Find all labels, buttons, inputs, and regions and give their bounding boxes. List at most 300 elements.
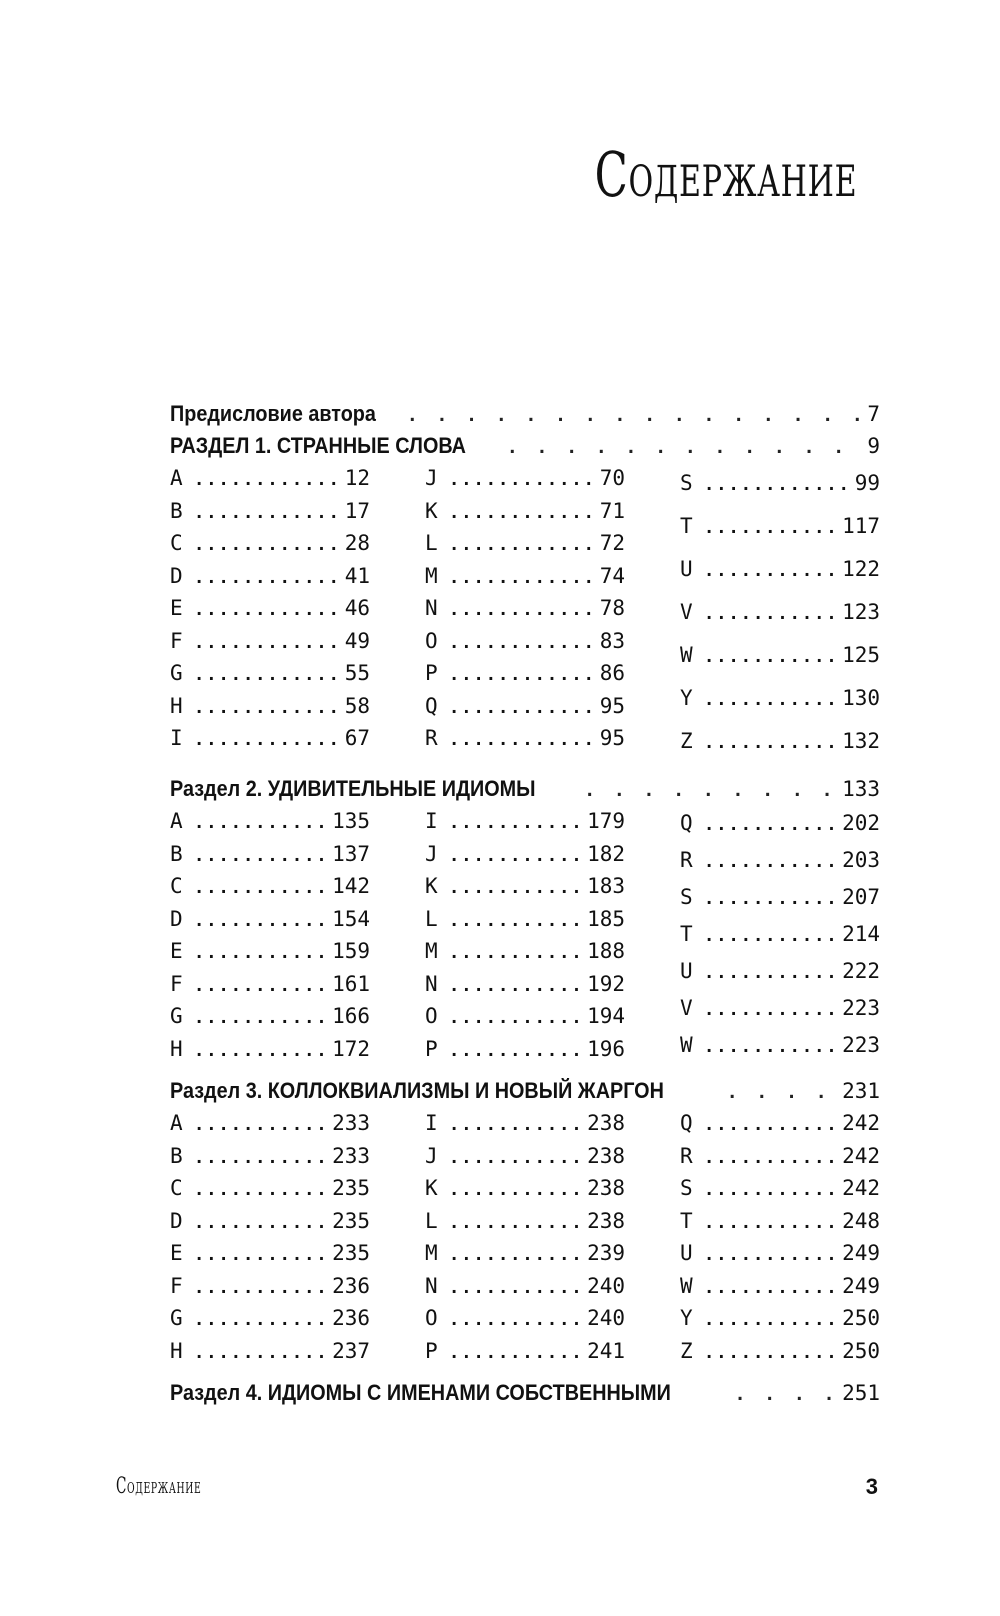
index-entry[interactable]	[170, 1335, 370, 1368]
entry-page: 222	[842, 959, 880, 983]
leader-dots	[704, 679, 838, 722]
entry-page: 236	[332, 1273, 370, 1298]
index-entry[interactable]	[425, 935, 625, 968]
leader-dots	[194, 1035, 328, 1068]
entry-letter: T	[680, 514, 693, 538]
index-entry[interactable]	[170, 625, 370, 658]
index-entry[interactable]	[425, 527, 625, 560]
index-entry[interactable]	[680, 677, 880, 720]
section-title: Раздел 3. КОЛЛОКВИАЛИЗМЫ И НОВЫЙ ЖАРГОН	[170, 1078, 664, 1103]
leader-dots	[704, 881, 838, 918]
entry-page: 154	[332, 906, 370, 931]
entry-letter: W	[680, 643, 693, 667]
section-title: РАЗДЕЛ 1. СТРАННЫЕ СЛОВА	[170, 433, 466, 458]
index-entry[interactable]	[680, 1107, 880, 1140]
entry-page: 240	[587, 1306, 625, 1330]
entry-letter: S	[680, 1176, 693, 1200]
entry-page: 99	[854, 471, 880, 495]
entry-letter: M	[425, 563, 438, 588]
entry-page: 196	[587, 1036, 625, 1061]
entry-page: 223	[842, 996, 880, 1020]
entry-page: 248	[842, 1208, 880, 1233]
entry-page: 250	[842, 1338, 880, 1363]
index-entry[interactable]	[170, 1302, 370, 1335]
leader-dots	[704, 1304, 838, 1337]
leader-dots	[449, 905, 583, 938]
leader-dots	[704, 464, 851, 507]
index-entry[interactable]	[425, 625, 625, 658]
entry-page: 132	[842, 729, 880, 753]
entry-page: 12	[344, 466, 370, 490]
toc-section-heading[interactable]	[170, 773, 880, 805]
running-head: Содержание	[116, 1474, 202, 1499]
index-entry[interactable]	[425, 903, 625, 936]
index-entry[interactable]	[170, 462, 370, 495]
entry-letter: U	[680, 959, 693, 983]
entry-page: 238	[587, 1111, 625, 1135]
leader-dots	[704, 844, 838, 881]
entry-letter: Q	[680, 1111, 693, 1135]
leader-dots	[704, 507, 838, 550]
entry-letter: O	[425, 628, 438, 653]
index-entry[interactable]	[170, 1107, 370, 1140]
index-entry[interactable]	[425, 1237, 625, 1270]
section-page: 9	[867, 434, 880, 458]
entry-page: 67	[344, 726, 370, 750]
leader-dots	[449, 627, 596, 660]
leader-dots	[194, 594, 341, 627]
leader-dots	[449, 1002, 583, 1035]
letter-index-grid	[170, 462, 880, 763]
toc-sections	[170, 430, 880, 1409]
entry-letter: R	[680, 1143, 693, 1168]
entry-letter: L	[425, 531, 438, 555]
leader-dots	[449, 872, 583, 905]
entry-page: 46	[344, 596, 370, 620]
index-entry[interactable]	[425, 968, 625, 1001]
leader-dots	[449, 692, 596, 725]
entry-page: 123	[842, 600, 880, 624]
index-entry[interactable]	[680, 634, 880, 677]
leader-dots	[194, 724, 341, 757]
leader-dots	[704, 1239, 838, 1272]
section-page: 231	[842, 1079, 880, 1103]
index-entry[interactable]	[425, 690, 625, 723]
leader-dots	[704, 1337, 838, 1370]
entry-page: 249	[842, 1273, 880, 1298]
entry-page: 238	[587, 1208, 625, 1233]
leader-dots	[584, 775, 834, 807]
index-entry[interactable]	[680, 548, 880, 591]
index-entry[interactable]	[425, 805, 625, 838]
index-column	[680, 1107, 880, 1367]
entry-page: 233	[332, 1111, 370, 1135]
entry-letter: D	[170, 1208, 183, 1233]
leader-dots	[449, 1239, 583, 1272]
entry-page: 223	[842, 1033, 880, 1057]
entry-letter: V	[680, 996, 693, 1020]
toc-entry-page: 7	[867, 402, 880, 426]
page-title: Содержание	[594, 138, 857, 211]
entry-letter: Z	[680, 1338, 693, 1363]
entry-page: 188	[587, 939, 625, 963]
leader-dots	[194, 1207, 328, 1240]
entry-page: 233	[332, 1143, 370, 1168]
leader-dots	[449, 1174, 583, 1207]
entry-page: 172	[332, 1036, 370, 1061]
index-entry[interactable]	[170, 903, 370, 936]
entry-page: 142	[332, 874, 370, 898]
entry-letter: N	[425, 1273, 438, 1298]
index-entry[interactable]	[425, 838, 625, 871]
leader-dots	[407, 400, 860, 432]
entry-page: 238	[587, 1143, 625, 1168]
entry-page: 161	[332, 971, 370, 996]
entry-letter: F	[170, 1273, 183, 1298]
leader-dots	[449, 1337, 583, 1370]
leader-dots	[194, 1002, 328, 1035]
entry-page: 122	[842, 557, 880, 581]
index-entry[interactable]	[170, 1172, 370, 1205]
index-entry[interactable]	[170, 1000, 370, 1033]
leader-dots	[194, 692, 341, 725]
entry-page: 236	[332, 1306, 370, 1330]
index-entry[interactable]	[170, 722, 370, 755]
entry-letter: L	[425, 1208, 438, 1233]
entry-letter: Y	[680, 686, 693, 710]
section-title: Раздел 4. ИДИОМЫ С ИМЕНАМИ СОБСТВЕННЫМИ	[170, 1380, 671, 1405]
toc-entry-label: Предисловие автора	[170, 401, 376, 426]
entry-letter: I	[425, 1111, 438, 1135]
entry-letter: J	[425, 466, 438, 490]
entry-letter: S	[680, 471, 693, 495]
entry-letter: O	[425, 1306, 438, 1330]
leader-dots	[449, 659, 596, 692]
entry-page: 235	[332, 1176, 370, 1200]
entry-page: 28	[344, 531, 370, 555]
page-number: 3	[865, 1474, 878, 1499]
entry-letter: A	[170, 809, 183, 833]
index-entry[interactable]	[425, 1033, 625, 1066]
entry-page: 202	[842, 811, 880, 835]
index-entry[interactable]	[680, 1140, 880, 1173]
leader-dots	[704, 992, 838, 1029]
leader-dots	[449, 529, 596, 562]
index-entry[interactable]	[680, 462, 880, 505]
index-entry[interactable]	[425, 1172, 625, 1205]
index-entry[interactable]	[170, 560, 370, 593]
entry-letter: C	[170, 874, 183, 898]
entry-letter: E	[170, 596, 183, 620]
index-entry[interactable]	[170, 870, 370, 903]
leader-dots	[704, 1109, 838, 1142]
leader-dots	[449, 1142, 583, 1175]
leader-dots	[735, 1379, 834, 1411]
index-entry[interactable]	[425, 1270, 625, 1303]
entry-letter: P	[425, 661, 438, 685]
entry-page: 238	[587, 1176, 625, 1200]
entry-page: 242	[842, 1111, 880, 1135]
entry-letter: M	[425, 939, 438, 963]
leader-dots	[704, 955, 838, 992]
entry-letter: K	[425, 874, 438, 898]
entry-letter: G	[170, 661, 183, 685]
leader-dots	[704, 1207, 838, 1240]
index-entry[interactable]	[170, 1237, 370, 1270]
leader-dots	[194, 840, 328, 873]
entry-letter: C	[170, 1176, 183, 1200]
leader-dots	[449, 1207, 583, 1240]
leader-dots	[194, 1174, 328, 1207]
toc-section-heading[interactable]	[170, 1377, 880, 1409]
index-entry[interactable]	[680, 1237, 880, 1270]
index-entry[interactable]	[170, 935, 370, 968]
leader-dots	[449, 970, 583, 1003]
entry-page: 159	[332, 939, 370, 963]
index-entry[interactable]	[170, 838, 370, 871]
entry-letter: Q	[680, 811, 693, 835]
entry-letter: F	[170, 628, 183, 653]
leader-dots	[704, 1142, 838, 1175]
leader-dots	[194, 1142, 328, 1175]
entry-letter: B	[170, 498, 183, 523]
entry-page: 182	[587, 841, 625, 866]
index-entry[interactable]	[170, 495, 370, 528]
entry-page: 125	[842, 643, 880, 667]
index-entry[interactable]	[680, 1270, 880, 1303]
entry-letter: O	[425, 1004, 438, 1028]
index-column	[425, 805, 625, 1065]
entry-page: 58	[344, 693, 370, 718]
entry-page: 95	[599, 726, 625, 750]
leader-dots	[194, 464, 341, 497]
index-column	[170, 805, 370, 1065]
leader-dots	[449, 724, 596, 757]
leader-dots	[704, 722, 838, 765]
index-entry[interactable]	[425, 560, 625, 593]
index-entry[interactable]	[680, 1302, 880, 1335]
index-entry[interactable]	[680, 1027, 880, 1064]
index-entry[interactable]	[425, 1000, 625, 1033]
entry-letter: E	[170, 1241, 183, 1265]
index-column	[425, 462, 625, 763]
entry-page: 70	[599, 466, 625, 490]
entry-letter: Z	[680, 729, 693, 753]
entry-letter: B	[170, 1143, 183, 1168]
index-entry[interactable]	[170, 968, 370, 1001]
index-entry[interactable]	[680, 505, 880, 548]
leader-dots	[194, 627, 341, 660]
leader-dots	[194, 1109, 328, 1142]
index-entry[interactable]	[425, 1335, 625, 1368]
entry-letter: V	[680, 600, 693, 624]
leader-dots	[449, 807, 583, 840]
index-entry[interactable]	[425, 657, 625, 690]
leader-dots	[449, 1304, 583, 1337]
entry-letter: G	[170, 1306, 183, 1330]
table-of-contents	[170, 398, 880, 1409]
entry-letter: P	[425, 1036, 438, 1061]
entry-page: 78	[599, 596, 625, 620]
entry-page: 179	[587, 809, 625, 833]
index-entry[interactable]	[425, 1140, 625, 1173]
leader-dots	[194, 497, 341, 530]
entry-page: 237	[332, 1338, 370, 1363]
index-entry[interactable]	[425, 1302, 625, 1335]
leader-dots	[507, 432, 860, 464]
leader-dots	[704, 807, 838, 844]
index-entry[interactable]	[170, 805, 370, 838]
entry-page: 240	[587, 1273, 625, 1298]
index-entry[interactable]	[170, 1270, 370, 1303]
index-entry[interactable]	[170, 690, 370, 723]
leader-dots	[704, 1174, 838, 1207]
entry-letter: T	[680, 922, 693, 946]
entry-letter: U	[680, 557, 693, 581]
index-entry[interactable]	[680, 805, 880, 842]
leader-dots	[194, 1304, 328, 1337]
index-entry[interactable]	[425, 1107, 625, 1140]
section-page: 133	[842, 777, 880, 801]
index-column	[680, 462, 880, 763]
entry-letter: G	[170, 1004, 183, 1028]
leader-dots	[704, 593, 838, 636]
index-entry[interactable]	[170, 527, 370, 560]
toc-section-heading[interactable]	[170, 1075, 880, 1107]
entry-letter: S	[680, 885, 693, 909]
entry-letter: U	[680, 1241, 693, 1265]
index-entry[interactable]	[680, 990, 880, 1027]
leader-dots	[704, 1272, 838, 1305]
index-entry[interactable]	[425, 1205, 625, 1238]
index-entry[interactable]	[425, 592, 625, 625]
entry-page: 130	[842, 686, 880, 710]
toc-section-heading[interactable]	[170, 430, 880, 462]
toc-entry-preface[interactable]	[170, 398, 880, 430]
index-entry[interactable]	[680, 916, 880, 953]
entry-letter: T	[680, 1208, 693, 1233]
entry-letter: L	[425, 906, 438, 931]
entry-letter: H	[170, 1338, 183, 1363]
entry-page: 72	[599, 531, 625, 555]
leader-dots	[194, 970, 328, 1003]
leader-dots	[194, 1272, 328, 1305]
index-column	[680, 805, 880, 1065]
section-title: Раздел 2. УДИВИТЕЛЬНЫЕ ИДИОМЫ	[170, 776, 536, 801]
index-entry[interactable]	[425, 462, 625, 495]
index-entry[interactable]	[680, 879, 880, 916]
entry-letter: R	[425, 726, 438, 750]
section-page: 251	[842, 1381, 880, 1405]
index-entry[interactable]	[680, 1335, 880, 1368]
entry-page: 249	[842, 1241, 880, 1265]
entry-page: 242	[842, 1176, 880, 1200]
entry-letter: H	[170, 1036, 183, 1061]
entry-letter: D	[170, 906, 183, 931]
entry-letter: R	[680, 848, 693, 872]
entry-letter: W	[680, 1033, 693, 1057]
index-entry[interactable]	[170, 657, 370, 690]
index-entry[interactable]	[680, 953, 880, 990]
entry-letter: I	[170, 726, 183, 750]
entry-page: 214	[842, 922, 880, 946]
index-entry[interactable]	[170, 592, 370, 625]
entry-page: 235	[332, 1241, 370, 1265]
entry-page: 242	[842, 1143, 880, 1168]
leader-dots	[449, 1272, 583, 1305]
entry-letter: Q	[425, 693, 438, 718]
leader-dots	[449, 562, 596, 595]
index-entry[interactable]	[425, 870, 625, 903]
leader-dots	[449, 594, 596, 627]
entry-letter: F	[170, 971, 183, 996]
entry-letter: M	[425, 1241, 438, 1265]
entry-letter: Y	[680, 1306, 693, 1330]
entry-page: 166	[332, 1004, 370, 1028]
leader-dots	[194, 905, 328, 938]
index-entry[interactable]	[425, 495, 625, 528]
entry-page: 239	[587, 1241, 625, 1265]
leader-dots	[704, 550, 838, 593]
leader-dots	[194, 937, 328, 970]
leader-dots	[449, 464, 596, 497]
leader-dots	[194, 1239, 328, 1272]
index-entry[interactable]	[680, 1172, 880, 1205]
entry-letter: A	[170, 1111, 183, 1135]
entry-letter: N	[425, 596, 438, 620]
index-column	[425, 1107, 625, 1367]
entry-letter: D	[170, 563, 183, 588]
index-entry[interactable]	[680, 591, 880, 634]
index-entry[interactable]	[680, 720, 880, 763]
entry-letter: J	[425, 1143, 438, 1168]
index-entry[interactable]	[170, 1140, 370, 1173]
leader-dots	[194, 562, 341, 595]
entry-letter: H	[170, 693, 183, 718]
entry-letter: K	[425, 1176, 438, 1200]
entry-page: 55	[344, 661, 370, 685]
index-entry[interactable]	[170, 1033, 370, 1066]
leader-dots	[194, 529, 341, 562]
entry-letter: C	[170, 531, 183, 555]
entry-letter: P	[425, 1338, 438, 1363]
entry-page: 192	[587, 971, 625, 996]
entry-page: 183	[587, 874, 625, 898]
leader-dots	[727, 1077, 834, 1109]
index-entry[interactable]	[680, 1205, 880, 1238]
entry-page: 185	[587, 906, 625, 931]
index-column	[170, 1107, 370, 1367]
index-entry[interactable]	[170, 1205, 370, 1238]
leader-dots	[704, 918, 838, 955]
leader-dots	[194, 872, 328, 905]
entry-page: 135	[332, 809, 370, 833]
index-entry[interactable]	[680, 842, 880, 879]
entry-letter: A	[170, 466, 183, 490]
letter-index-grid	[170, 805, 880, 1065]
entry-page: 86	[599, 661, 625, 685]
entry-letter: J	[425, 841, 438, 866]
entry-letter: N	[425, 971, 438, 996]
index-entry[interactable]	[425, 722, 625, 755]
letter-index-grid	[170, 1107, 880, 1367]
leader-dots	[704, 636, 838, 679]
entry-page: 41	[344, 563, 370, 588]
entry-page: 71	[599, 498, 625, 523]
entry-letter: W	[680, 1273, 693, 1298]
leader-dots	[194, 659, 341, 692]
entry-letter: I	[425, 809, 438, 833]
